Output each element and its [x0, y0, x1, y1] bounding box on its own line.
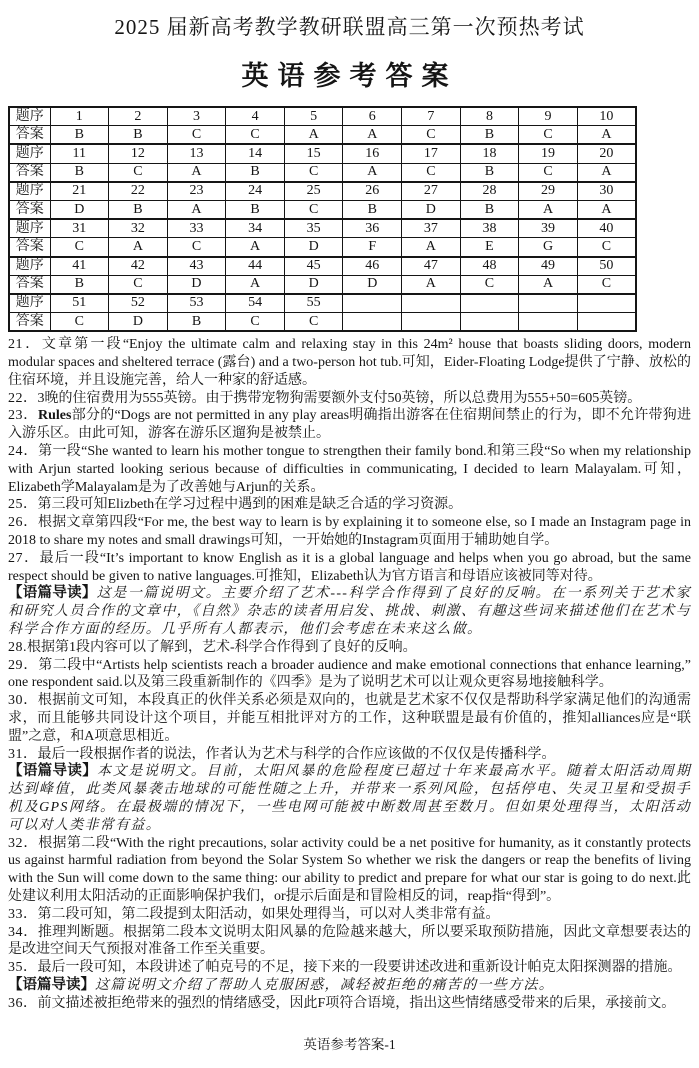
answer-cell: C [577, 238, 636, 257]
question-number-cell: 21 [50, 182, 109, 201]
explanation-item: 32．根据第二段“With the right precautions, solar activity could be a net positive for humanity, as it constantly protects us against harmful radiation from beyond the Solar System So whether we risk the dangers or reap the benefits of living with the Sun will come down to the same thing: our ability to predict and prepare for what our star is going to do next.此处建议利用太阳活动的正面影响保护我们，or提示后面是和冒险相反的词，reap指“得到”。 [8, 835, 691, 904]
question-number-cell: 39 [519, 219, 578, 238]
answer-cell: E [460, 238, 519, 257]
answer-cell: A [519, 275, 578, 294]
item-number: 30． [8, 693, 38, 709]
question-number-cell: 32 [109, 219, 168, 238]
row-label-cell: 答案 [9, 200, 50, 219]
answer-cell: D [167, 275, 226, 294]
answer-cell: C [226, 313, 285, 332]
answer-cell: A [167, 200, 226, 219]
answer-table [8, 106, 637, 332]
question-number-cell: 40 [577, 219, 636, 238]
question-number-cell: 48 [460, 257, 519, 276]
question-number-cell [577, 294, 636, 313]
answer-cell: C [284, 313, 343, 332]
question-number-cell: 9 [519, 107, 578, 126]
answer-cell: C [402, 163, 461, 182]
item-number: 25． [8, 497, 38, 513]
answer-cell: F [343, 238, 402, 257]
answer-cell [519, 313, 578, 332]
question-number-cell: 42 [109, 257, 168, 276]
guide-label: 【语篇导读】 [8, 976, 95, 993]
question-number-cell: 46 [343, 257, 402, 276]
item-number: 29． [8, 657, 39, 673]
row-label-cell: 题序 [9, 219, 50, 238]
answer-cell [460, 313, 519, 332]
question-number-cell: 17 [402, 144, 461, 163]
answer-cell: C [109, 163, 168, 182]
answer-cell: A [519, 200, 578, 219]
question-number-cell [519, 294, 578, 313]
answer-cell: B [226, 200, 285, 219]
question-number-cell: 11 [50, 144, 109, 163]
question-number-cell: 51 [50, 294, 109, 313]
question-number-cell: 31 [50, 219, 109, 238]
answer-cell: A [343, 163, 402, 182]
explanations-section [8, 336, 691, 1012]
guide-paragraph [8, 585, 691, 638]
question-number-cell: 54 [226, 294, 285, 313]
question-number-cell: 28 [460, 182, 519, 201]
question-number-cell: 10 [577, 107, 636, 126]
question-number-cell: 26 [343, 182, 402, 201]
question-number-cell: 2 [109, 107, 168, 126]
explanation-item: 28.根据第1段内容可以了解到，艺术-科学合作得到了良好的反响。 [8, 639, 417, 655]
answer-cell: B [226, 163, 285, 182]
question-number-cell: 30 [577, 182, 636, 201]
answer-cell: D [109, 313, 168, 332]
item-number: 23． [8, 408, 38, 424]
question-number-cell: 44 [226, 257, 285, 276]
question-number-cell: 37 [402, 219, 461, 238]
item-number: 28. [8, 639, 27, 655]
explanation-item: 31．最后一段根据作者的说法，作者认为艺术与科学的合作应该做的不仅仅是传播科学。 [8, 746, 556, 762]
answer-cell: B [50, 163, 109, 182]
question-number-cell: 45 [284, 257, 343, 276]
answer-cell: D [284, 275, 343, 294]
answer-cell: C [109, 275, 168, 294]
answer-cell: C [226, 126, 285, 145]
answer-cell: B [460, 163, 519, 182]
item-number: 32． [8, 835, 39, 851]
explanation-item: 22．3晚的住宿费用为555英镑。由于携带宠物狗需要额外支付50英镑，所以总费用为555+50=605英镑。 [8, 390, 642, 406]
question-number-cell: 27 [402, 182, 461, 201]
answer-cell: G [519, 238, 578, 257]
answer-cell: C [577, 275, 636, 294]
answer-cell: B [50, 126, 109, 145]
question-number-cell: 22 [109, 182, 168, 201]
answer-cell: B [109, 200, 168, 219]
question-number-row [9, 257, 636, 276]
item-number: 35． [8, 960, 38, 976]
row-label-cell: 题序 [9, 144, 50, 163]
question-number-cell [402, 294, 461, 313]
answer-cell: A [577, 200, 636, 219]
answer-cell: A [109, 238, 168, 257]
answer-cell: C [50, 238, 109, 257]
answer-key-page [0, 13, 699, 1068]
row-label-cell: 答案 [9, 126, 50, 145]
question-number-cell: 47 [402, 257, 461, 276]
question-number-cell: 25 [284, 182, 343, 201]
question-number-cell: 49 [519, 257, 578, 276]
answer-cell: A [343, 126, 402, 145]
explanation-item: 21．文章第一段“Enjoy the ultimate calm and relaxing stay in this 24m² house that boasts sliding doors, modern modular spaces and sheltered terrace (露台) and a two-person hot tub.可知，Eider-Floating Lodge提供了宁静、放松的住宿环境，并且设施完善，给人一种家的舒适感。 [8, 337, 691, 388]
question-number-cell: 12 [109, 144, 168, 163]
answer-cell: B [50, 275, 109, 294]
answer-row [9, 200, 636, 219]
answer-cell: B [343, 200, 402, 219]
guide-label: 【语篇导读】 [8, 763, 98, 780]
explanation-item: 27．最后一段“It’s important to know English as it is a global language and helps when you go abroad, but the same respect should be given to native languages.可推知，Elizabeth认为官方语言和母语应该被同等对待。 [8, 550, 691, 584]
question-number-cell [460, 294, 519, 313]
explanation-item: 36．前文描述被拒绝带来的强烈的情绪感受，因此F项符合语境，指出这些情绪感受带来的后果，承接前文。 [8, 995, 676, 1011]
answer-cell: C [50, 313, 109, 332]
answer-cell: A [226, 238, 285, 257]
question-number-cell: 5 [284, 107, 343, 126]
question-number-cell [343, 294, 402, 313]
answer-cell: B [460, 200, 519, 219]
explanation-item: 24．第一段“She wanted to learn his mother tongue to strengthen their family bond.和第三段“So when my relationship with Arjun started looking serious because of difficulties in communicating, I decided to learn Malayalam.可知，Elizabeth学Malayalam是为了改善她与Arjun的关系。 [8, 444, 691, 495]
question-number-cell: 15 [284, 144, 343, 163]
answer-cell: C [519, 163, 578, 182]
row-label-cell: 题序 [9, 257, 50, 276]
answer-cell: B [460, 126, 519, 145]
question-number-cell: 35 [284, 219, 343, 238]
row-label-cell: 题序 [9, 294, 50, 313]
answer-cell: D [343, 275, 402, 294]
question-number-cell: 7 [402, 107, 461, 126]
question-number-cell: 4 [226, 107, 285, 126]
question-number-cell: 34 [226, 219, 285, 238]
answer-cell: C [284, 200, 343, 219]
row-label-cell: 题序 [9, 107, 50, 126]
answer-cell: A [577, 126, 636, 145]
row-label-cell: 答案 [9, 238, 50, 257]
exam-title: 2025 届新高考教学教研联盟高三第一次预热考试 [114, 15, 585, 39]
item-number: 33． [8, 906, 38, 922]
item-number: 21． [8, 337, 42, 353]
answer-cell [343, 313, 402, 332]
answer-cell [577, 313, 636, 332]
question-number-cell: 29 [519, 182, 578, 201]
question-number-cell: 1 [50, 107, 109, 126]
row-label-cell: 答案 [9, 163, 50, 182]
question-number-cell: 53 [167, 294, 226, 313]
guide-paragraph [8, 763, 691, 834]
answer-cell: A [284, 126, 343, 145]
answer-cell [402, 313, 461, 332]
answer-cell: C [519, 126, 578, 145]
explanation-item: 30．根据前文可知，本段真正的伙伴关系必须是双向的，也就是艺术家不仅仅是帮助科学家满足他们的沟通需求，而且能够共同设计这个项目，并能互相批评对方的工作，这种联盟是最有价值的，推知alliances应是“联盟”之意，和A项意思相近。 [8, 693, 691, 744]
answer-row [9, 163, 636, 182]
row-label-cell: 题序 [9, 182, 50, 201]
answer-row [9, 238, 636, 257]
item-number: 27． [8, 550, 40, 566]
answer-row [9, 275, 636, 294]
question-number-cell: 16 [343, 144, 402, 163]
page-footer: 英语参考答案-1 [303, 1037, 396, 1052]
answer-cell: D [402, 200, 461, 219]
question-number-row [9, 107, 636, 126]
question-number-cell: 50 [577, 257, 636, 276]
answer-cell: A [167, 163, 226, 182]
answer-row [9, 313, 636, 332]
item-number: 34． [8, 924, 38, 940]
answer-cell: A [402, 275, 461, 294]
answer-cell: C [167, 126, 226, 145]
item-number: 26． [8, 515, 39, 531]
item-number: 22． [8, 390, 38, 406]
answer-cell: C [402, 126, 461, 145]
explanation-item: 34．推理判断题。根据第二段本文说明太阳风暴的危险越来越大，所以要采取预防措施，因此文章想要表达的是改进空间天气预报对准备工作至关重要。 [8, 924, 691, 958]
answer-cell: D [284, 238, 343, 257]
question-number-cell: 38 [460, 219, 519, 238]
guide-text: 本文是说明文。目前，太阳风暴的危险程度已超过十年来最高水平。随着太阳活动周期达到峰值，此类风暴袭击地球的可能性随之上升，并带来一系列风险，包括停电、失灵卫星和受损手机及GPS网络。在最极端的情况下，一些电网可能被中断数周甚至数月。但如果处理得当，太阳活动可以对人类非常有益。 [8, 764, 692, 833]
question-number-cell: 19 [519, 144, 578, 163]
bold-term: Rules [38, 408, 72, 424]
question-number-row [9, 219, 636, 238]
question-number-row [9, 144, 636, 163]
answer-cell: C [460, 275, 519, 294]
question-number-cell: 36 [343, 219, 402, 238]
answer-cell: C [284, 163, 343, 182]
answer-cell: A [226, 275, 285, 294]
answer-cell: D [50, 200, 109, 219]
explanation-item: 35．最后一段可知，本段讲述了帕克号的不足，接下来的一段要讲述改进和重新设计帕克太阳探测器的措施。 [8, 960, 682, 976]
explanation-item: 26．根据文章第四段“For me, the best way to learn is by explaining it to someone else, so I made an Instagram page in 2018 to share my notes and small drawings可知，一开始她的Instagram页面用于辅助她自学。 [8, 515, 692, 549]
row-label-cell: 答案 [9, 275, 50, 294]
question-number-cell: 18 [460, 144, 519, 163]
question-number-cell: 55 [284, 294, 343, 313]
question-number-cell: 23 [167, 182, 226, 201]
question-number-cell: 43 [167, 257, 226, 276]
guide-label: 【语篇导读】 [8, 585, 97, 602]
question-number-cell: 6 [343, 107, 402, 126]
answer-cell: A [577, 163, 636, 182]
explanation-item: 33．第二段可知，第二段提到太阳活动，如果处理得当，可以对人类非常有益。 [8, 906, 500, 922]
row-label-cell: 答案 [9, 313, 50, 332]
question-number-cell: 8 [460, 107, 519, 126]
answer-cell: B [109, 126, 168, 145]
question-number-cell: 41 [50, 257, 109, 276]
guide-text: 这是一篇说明文。主要介绍了艺术---科学合作得到了良好的反响。在一系列关于艺术家和研究人员合作的文章中，《自然》杂志的读者用启发、挑战、刺激、有趣这些词来描述他们在艺术与科学合作方面的经历。几乎所有人都表示，他们会考虑在未来这么做。 [8, 586, 692, 637]
item-number: 36． [8, 995, 38, 1011]
question-number-cell: 24 [226, 182, 285, 201]
answer-cell: C [167, 238, 226, 257]
question-number-row [9, 294, 636, 313]
question-number-cell: 13 [167, 144, 226, 163]
subject-title: 英语参考答案 [241, 61, 458, 91]
guide-text: 这篇说明文介绍了帮助人克服困惑，减轻被拒绝的痛苦的一些方法。 [95, 977, 554, 993]
explanation-item: 29．第二段中“Artists help scientists reach a broader audience and make emotional connections that enhance learning,” one respondent said.以及第三段重新制作的《四季》是为了说明艺术可以让观众更容易地接触科学。 [8, 657, 692, 691]
question-number-cell: 20 [577, 144, 636, 163]
explanation-item: 25．第三段可知Elizbeth在学习过程中遇到的困难是缺乏合适的学习资源。 [8, 497, 463, 513]
item-number: 24． [8, 444, 39, 460]
question-number-row [9, 182, 636, 201]
answer-cell: B [167, 313, 226, 332]
question-number-cell: 52 [109, 294, 168, 313]
question-number-cell: 33 [167, 219, 226, 238]
answer-row [9, 126, 636, 145]
guide-paragraph [8, 977, 691, 995]
question-number-cell: 3 [167, 107, 226, 126]
explanation-item: 23．Rules部分的“Dogs are not permitted in any play areas明确指出游客在住宿期间禁止的行为，即不允许带狗进入游乐区。由此可知，游客在游乐区遛狗是被禁止。 [8, 408, 692, 442]
answer-cell: A [402, 238, 461, 257]
question-number-cell: 14 [226, 144, 285, 163]
item-number: 31． [8, 746, 38, 762]
